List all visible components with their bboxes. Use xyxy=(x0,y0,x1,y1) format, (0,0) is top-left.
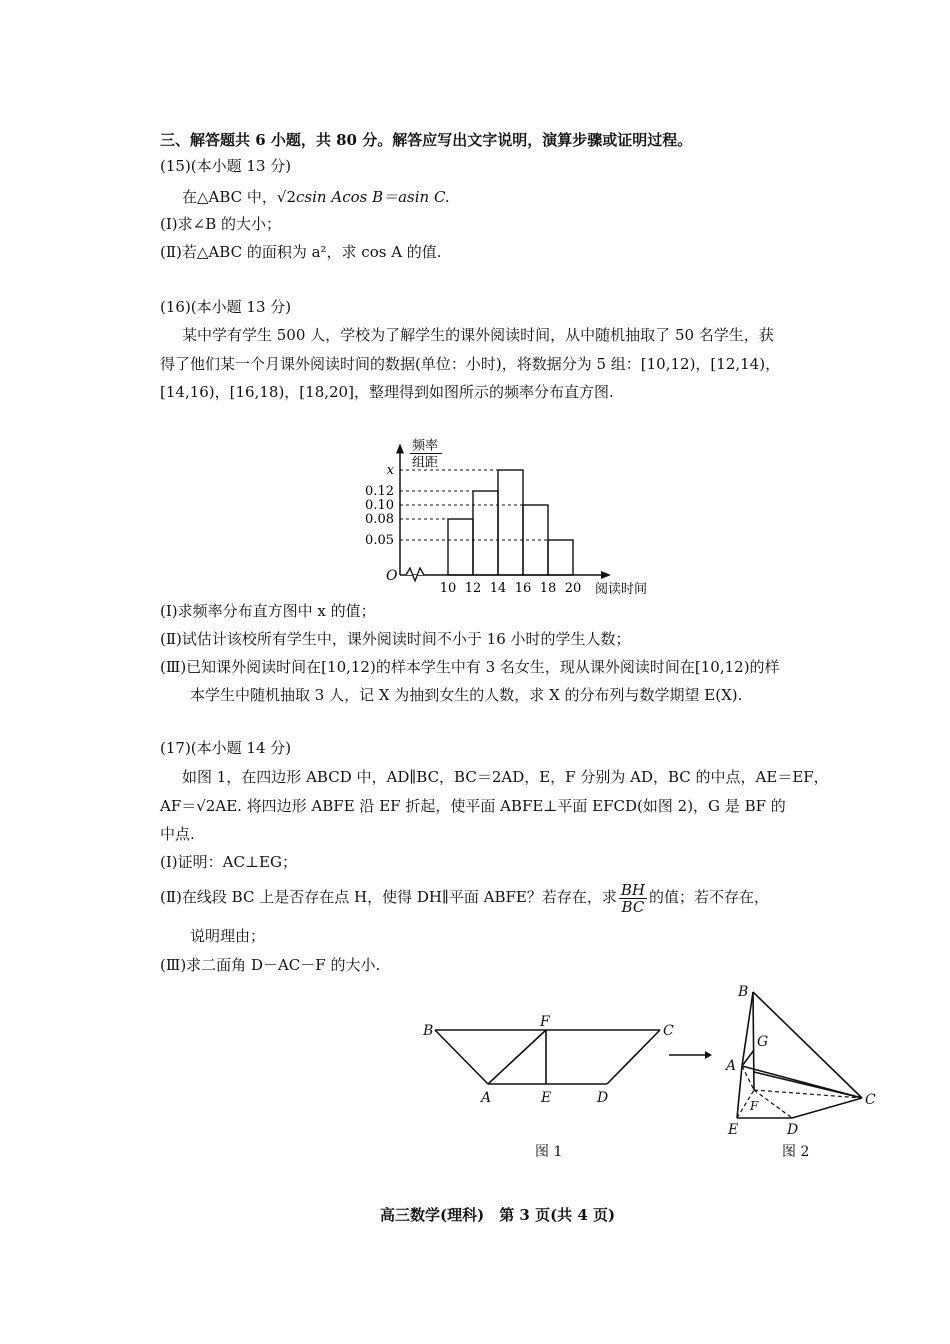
y-tick-label: x xyxy=(386,463,394,478)
q17-part2c: 说明理由； xyxy=(190,927,266,945)
q17-title: (17)(本小题 14 分) xyxy=(160,739,292,757)
fig2-label-g: G xyxy=(757,1034,769,1050)
x-tick-label: 16 xyxy=(514,581,532,596)
x-tick-label: 12 xyxy=(464,581,482,596)
fig2-label-a: A xyxy=(726,1058,737,1074)
section-header: 三、解答题共 6 小题，共 80 分。解答应写出文字说明，演算步骤或证明过程。 xyxy=(160,131,693,149)
q15-part2: (Ⅱ)若△ABC 的面积为 a²，求 cos A 的值. xyxy=(160,243,442,261)
fig1-label-c: C xyxy=(663,1023,674,1039)
q17-line2 xyxy=(160,796,786,816)
origin-label: O xyxy=(386,568,398,584)
q17-line1: 如图 1，在四边形 ABCD 中，AD∥BC，BC＝2AD，E，F 分别为 AD，BC 的中点，AE＝EF， xyxy=(182,768,829,786)
fig1-edge-af xyxy=(488,1030,546,1084)
q17-part3: (Ⅲ)求二面角 D－AC－F 的大小. xyxy=(160,956,381,974)
y-tick-label: 0.12 xyxy=(365,484,394,499)
fig2-label-d: D xyxy=(787,1122,799,1138)
fig1-label-f: F xyxy=(540,1014,550,1030)
q17-line2c: AE. 将四边形 ABFE 沿 EF 折起，使平面 ABFE⊥平面 EFCD(如图 2)，G 是 BF 的 xyxy=(215,797,786,815)
fig1-label-a: A xyxy=(481,1090,492,1106)
fig2-label-f: F xyxy=(750,1099,759,1113)
q15-sqrt2: √2 xyxy=(276,188,297,206)
q16-part1: (Ⅰ)求频率分布直方图中 x 的值； xyxy=(160,602,376,620)
page-footer: 高三数学(理科) 第 3 页(共 4 页) xyxy=(380,1206,616,1224)
histogram-bar xyxy=(473,491,498,575)
q17-part2b: 的值；若不存在， xyxy=(648,888,769,906)
q15-title: (15)(本小题 13 分) xyxy=(160,157,292,175)
q16-line2: 得了他们某一个月课外阅读时间的数据(单位：小时)，将数据分为 5 组：[10,12)，[12,14)， xyxy=(160,355,781,373)
q16-part2: (Ⅱ)试估计该校所有学生中，课外阅读时间不小于 16 小时的学生人数； xyxy=(160,630,631,648)
fig1-label-d: D xyxy=(597,1090,609,1106)
q16-title: (16)(本小题 13 分) xyxy=(160,298,292,316)
q16-line1: 某中学有学生 500 人，学校为了解学生的课外阅读时间，从中随机抽取了 50 名学生，获 xyxy=(182,326,774,344)
q15-stem-c: csin Acos B＝asin C. xyxy=(296,188,450,206)
q17-sqrt2: √2 xyxy=(196,797,216,815)
x-axis-arrow xyxy=(601,571,611,579)
figure-2 xyxy=(720,980,890,1165)
x-axis-label: 阅读时间 xyxy=(595,582,648,597)
y-tick-label: 0.10 xyxy=(365,498,394,513)
fig2-edge-gc xyxy=(754,1072,862,1098)
q17-part1: (Ⅰ)证明：AC⊥EG； xyxy=(160,853,297,871)
y-label-bottom: 组距 xyxy=(412,455,439,471)
fig2-edge-bf xyxy=(753,992,754,1090)
y-tick-label: 0.08 xyxy=(365,512,394,527)
fig1-caption: 图 1 xyxy=(535,1144,563,1160)
histogram-bar xyxy=(548,540,573,575)
fig2-edge-dc xyxy=(792,1098,862,1118)
y-label-top: 频率 xyxy=(412,438,439,454)
histogram-bar xyxy=(498,470,523,575)
y-tick-label: 0.05 xyxy=(365,533,394,548)
q15-stem-a: 在△ABC 中， xyxy=(182,188,277,206)
q16-line3: [14,16)，[16,18)，[18,20]，整理得到如图所示的频率分布直方图. xyxy=(160,383,614,401)
fig2-label-b: B xyxy=(738,984,749,1000)
histogram-chart xyxy=(365,405,670,597)
fig1-edge-dc xyxy=(607,1030,660,1084)
bh-bc-fraction xyxy=(619,882,647,915)
fig2-label-c: C xyxy=(865,1092,876,1108)
q17-line2a: AF＝ xyxy=(160,797,197,815)
histogram-plot xyxy=(365,438,647,598)
arrow-icon xyxy=(667,1048,713,1062)
fig2-caption: 图 2 xyxy=(782,1144,810,1160)
q17-line3: 中点. xyxy=(160,825,195,843)
q16-part3a: (Ⅲ)已知课外阅读时间在[10,12)的样本学生中有 3 名女生，现从课外阅读时间在[10,12)的样 xyxy=(160,658,780,676)
x-tick-label: 20 xyxy=(564,581,582,596)
q15-stem xyxy=(182,187,450,207)
x-tick-label: 14 xyxy=(489,581,507,596)
x-tick-label: 18 xyxy=(539,581,557,596)
q17-part2 xyxy=(160,880,769,915)
histogram-bar xyxy=(448,519,473,575)
fig1-label-e: E xyxy=(541,1090,552,1106)
frac-denominator: BC xyxy=(621,897,645,916)
figure-1 xyxy=(415,1010,685,1160)
q15-part1: (Ⅰ)求∠B 的大小； xyxy=(160,215,281,233)
fig2-label-e: E xyxy=(728,1122,739,1138)
frac-numerator: BH xyxy=(620,880,645,899)
fig1-edge-ba xyxy=(435,1030,488,1084)
q16-part3b: 本学生中随机抽取 3 人，记 X 为抽到女生的人数，求 X 的分布列与数学期望 E(X). xyxy=(190,686,743,704)
fig2-edge-bc xyxy=(753,992,862,1098)
fig1-label-b: B xyxy=(423,1023,434,1039)
x-tick-label: 10 xyxy=(439,581,457,596)
y-axis-arrow xyxy=(396,444,404,454)
fig2-edge-ba xyxy=(742,992,753,1066)
fig2-edge-af-hidden xyxy=(742,1066,754,1090)
fig2-edge-fd-hidden xyxy=(754,1090,792,1118)
q17-part2a: (Ⅱ)在线段 BC 上是否存在点 H，使得 DH∥平面 ABFE？若存在，求 xyxy=(160,888,617,906)
